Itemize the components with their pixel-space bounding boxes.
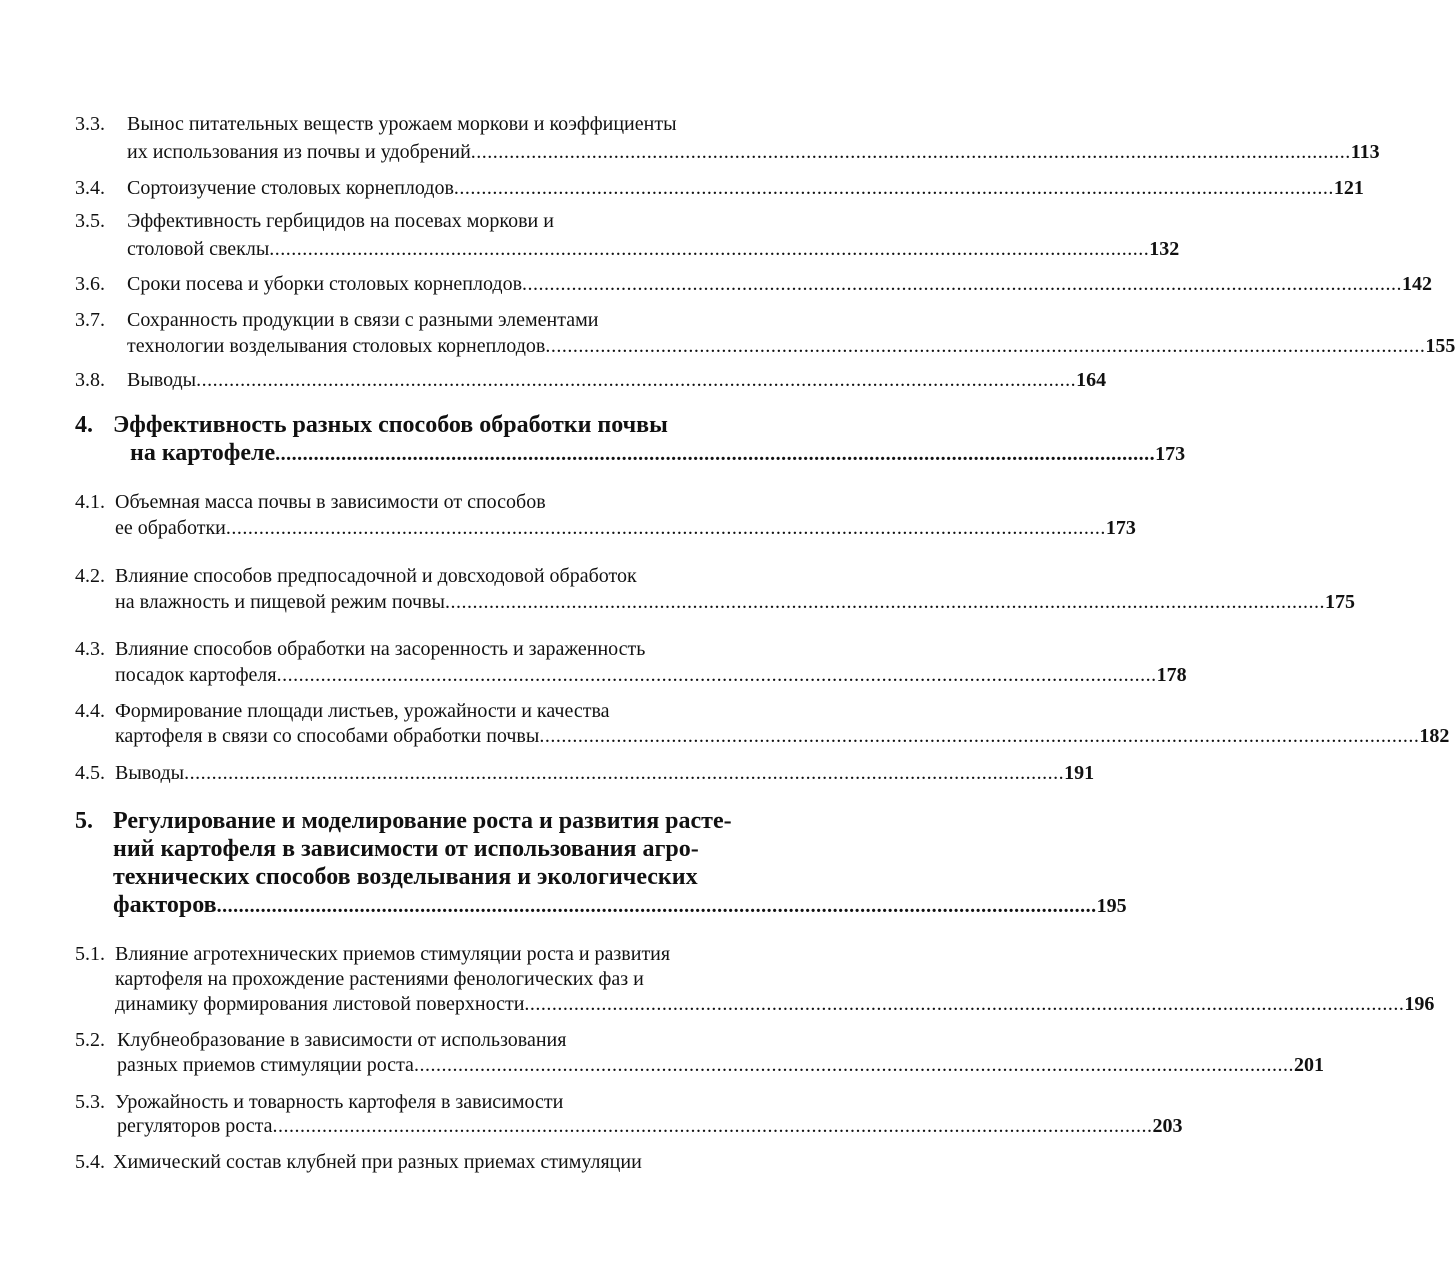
entry-last-line xyxy=(115,661,1187,689)
page-number: 173 xyxy=(1155,443,1186,465)
page-number: 201 xyxy=(1293,1054,1324,1076)
entry-title-line: картофеля на прохождение растениями фенологических фаз и xyxy=(115,968,644,990)
dot-leader: ................................................................................................................................................................ xyxy=(275,443,1156,465)
entry-number: 4.5. xyxy=(75,762,105,784)
entry-title-line: картофеля в связи со способами обработки почвы xyxy=(115,725,540,747)
entry-title-line: технологии возделывания столовых корнеплодов xyxy=(127,335,546,357)
page-number: 191 xyxy=(1064,762,1095,784)
entry-title-line: столовой свеклы xyxy=(127,238,270,260)
page-number: 155 xyxy=(1425,335,1455,357)
entry-title-line: посадок картофеля xyxy=(115,664,277,686)
dot-leader: ................................................................................................................................................................ xyxy=(272,1115,1153,1137)
entry-title-line: Выводы xyxy=(127,369,197,391)
entry-title-line: Сортоизучение столовых корнеплодов xyxy=(127,177,454,199)
entry-number: 3.7. xyxy=(75,309,105,331)
entry-title-line: Вынос питательных веществ урожаем моркови и коэффициенты xyxy=(127,113,677,135)
entry-number: 3.6. xyxy=(75,273,105,295)
chapter-title-line: факторов xyxy=(113,892,217,918)
entry-last-line xyxy=(127,366,1107,394)
dot-leader: ................................................................................................................................................................ xyxy=(539,725,1420,747)
chapter-title-line: Эффективность разных способов обработки почвы xyxy=(113,412,668,438)
entry-last-line xyxy=(115,514,1136,542)
entry-number: 5.2. xyxy=(75,1029,105,1051)
entry-title-line: Химический состав клубней при разных приемах стимуляции xyxy=(113,1151,642,1173)
entry-title-line: регуляторов роста xyxy=(117,1115,273,1137)
chapter-title-line: Регулирование и моделирование роста и развития расте- xyxy=(113,808,732,834)
dot-leader: ................................................................................................................................................................ xyxy=(470,141,1351,163)
dot-leader: ................................................................................................................................................................ xyxy=(524,993,1405,1015)
chapter-last-line xyxy=(113,890,1127,921)
entry-last-line xyxy=(115,759,1095,787)
entry-title-line: ее обработки xyxy=(115,517,226,539)
entry-last-line xyxy=(115,722,1450,750)
dot-leader: ................................................................................................................................................................ xyxy=(225,517,1106,539)
page-number: 195 xyxy=(1096,895,1127,917)
entry-number: 4.2. xyxy=(75,565,105,587)
dot-leader: ................................................................................................................................................................ xyxy=(276,664,1157,686)
entry-number: 3.3. xyxy=(75,113,105,135)
entry-title-line: Влияние способов предпосадочной и довсходовой обработок xyxy=(115,565,637,587)
entry-title-line: Сохранность продукции в связи с разными элементами xyxy=(127,309,599,331)
entry-number: 5.1. xyxy=(75,943,105,965)
dot-leader: ................................................................................................................................................................ xyxy=(453,177,1334,199)
entry-title-line: Влияние агротехнических приемов стимуляции роста и развития xyxy=(115,943,671,965)
page-number: 182 xyxy=(1419,725,1450,747)
chapter-last-line xyxy=(130,438,1186,469)
dot-leader: ................................................................................................................................................................ xyxy=(216,895,1097,917)
entry-title-line: на влажность и пищевой режим почвы xyxy=(115,591,445,613)
chapter-number: 4. xyxy=(75,412,93,438)
entry-last-line xyxy=(115,990,1435,1018)
dot-leader: ................................................................................................................................................................ xyxy=(522,273,1403,295)
entry-title-line: Эффективность гербицидов на посевах моркови и xyxy=(127,210,554,232)
entry-number: 5.4. xyxy=(75,1151,105,1173)
entry-last-line xyxy=(117,1051,1324,1079)
page-number: 175 xyxy=(1324,591,1355,613)
entry-number: 3.8. xyxy=(75,369,105,391)
entry-last-line xyxy=(115,588,1355,616)
chapter-number: 5. xyxy=(75,808,93,834)
chapter-title-line: технических способов возделывания и экологических xyxy=(113,864,698,890)
entry-title-line: Сроки посева и уборки столовых корнеплодов xyxy=(127,273,523,295)
entry-title-line: Клубнеобразование в зависимости от использования xyxy=(117,1029,567,1051)
entry-title-line: динамику формирования листовой поверхности xyxy=(115,993,525,1015)
page-number: 196 xyxy=(1404,993,1435,1015)
entry-title-line: Выводы xyxy=(115,762,185,784)
dot-leader: ................................................................................................................................................................ xyxy=(413,1054,1294,1076)
entry-title-line: их использования из почвы и удобрений xyxy=(127,141,471,163)
chapter-title-line: на картофеле xyxy=(130,440,276,466)
entry-title-line: разных приемов стимуляции роста xyxy=(117,1054,414,1076)
entry-title-line: Урожайность и товарность картофеля в зависимости xyxy=(115,1091,564,1113)
entry-last-line xyxy=(127,174,1364,202)
page-number: 178 xyxy=(1156,664,1187,686)
entry-number: 5.3. xyxy=(75,1091,105,1113)
page-number: 121 xyxy=(1333,177,1364,199)
entry-last-line xyxy=(127,270,1433,298)
entry-title-line: Влияние способов обработки на засоренность и зараженность xyxy=(115,638,646,660)
page-number: 132 xyxy=(1149,238,1180,260)
entry-number: 4.1. xyxy=(75,491,105,513)
entry-number: 4.3. xyxy=(75,638,105,660)
page-number: 203 xyxy=(1152,1115,1183,1137)
entry-last-line xyxy=(127,138,1380,166)
dot-leader: ................................................................................................................................................................ xyxy=(545,335,1426,357)
entry-last-line xyxy=(117,1112,1183,1140)
chapter-title-line: ний картофеля в зависимости от использования агро- xyxy=(113,836,699,862)
entry-last-line xyxy=(127,332,1455,360)
entry-number: 3.5. xyxy=(75,210,105,232)
dot-leader: ................................................................................................................................................................ xyxy=(269,238,1150,260)
entry-number: 4.4. xyxy=(75,700,105,722)
entry-title-line: Объемная масса почвы в зависимости от способов xyxy=(115,491,546,513)
dot-leader: ................................................................................................................................................................ xyxy=(196,369,1077,391)
entry-title-line: Формирование площади листьев, урожайности и качества xyxy=(115,700,610,722)
entry-last-line xyxy=(127,235,1180,263)
page-number: 173 xyxy=(1105,517,1136,539)
dot-leader: ................................................................................................................................................................ xyxy=(444,591,1325,613)
entry-number: 3.4. xyxy=(75,177,105,199)
page-number: 164 xyxy=(1076,369,1107,391)
dot-leader: ................................................................................................................................................................ xyxy=(184,762,1065,784)
page-number: 142 xyxy=(1402,273,1433,295)
page-number: 113 xyxy=(1350,141,1380,163)
